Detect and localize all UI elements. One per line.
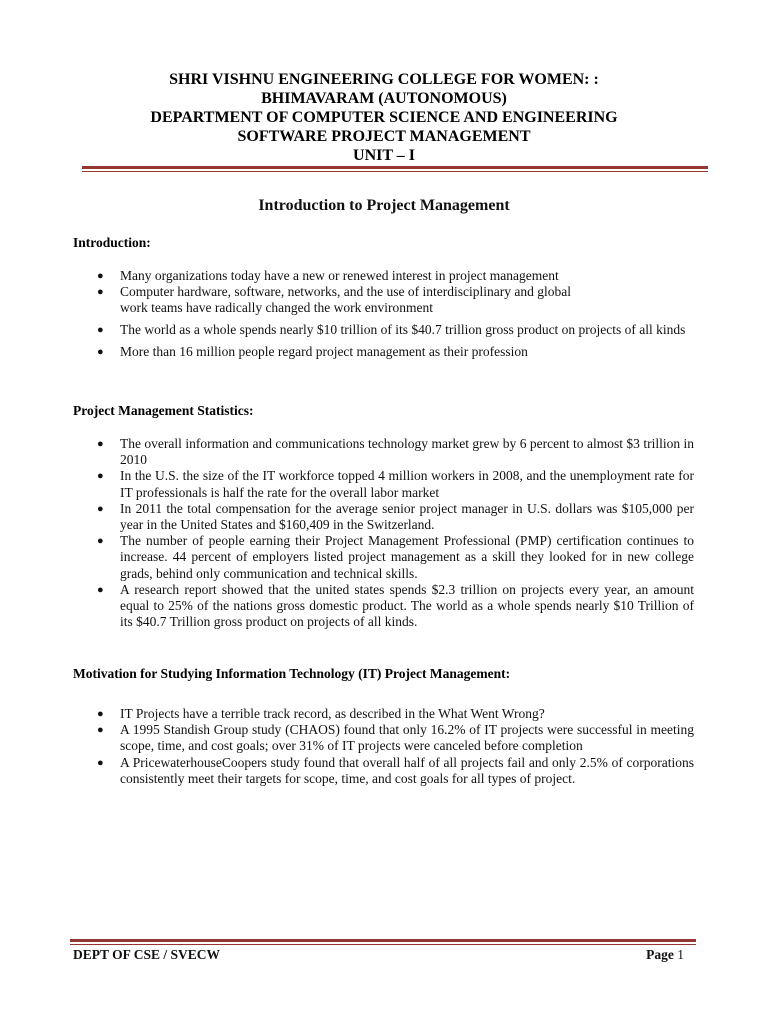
bullet-icon: ● xyxy=(97,724,104,737)
list-item: ● In 2011 the total compensation for the average senior project manager in U.S. dollars was $105,000 per year in the United States and $160,409 in the Switzerland. xyxy=(97,500,694,533)
bullet-icon: ● xyxy=(97,470,104,483)
bullet-icon: ● xyxy=(97,286,104,299)
list-item: ● More than 16 million people regard project management as their profession xyxy=(97,343,528,359)
footer-department: DEPT OF CSE / SVECW xyxy=(73,947,221,962)
header-unit: UNIT – I xyxy=(353,147,415,164)
bullet-icon: ● xyxy=(97,583,104,596)
list-item: ● A research report showed that the united states spends $2.3 trillion on projects every year, an amount equal to 25% of the nations gross domestic product. The world as a whole spends nearly $10 Trillion of its $40.7 Trillion gross product on projects of all kinds. xyxy=(97,581,694,630)
list-item: ● IT Projects have a terrible track record, as described in the What Went Wrong? xyxy=(97,706,545,721)
motivation-list xyxy=(0,706,768,787)
bullet-icon: ● xyxy=(97,438,104,450)
footer-divider-thin xyxy=(70,944,696,945)
bullet-icon: ● xyxy=(97,708,104,720)
header-divider-thin xyxy=(82,171,708,172)
bullet-icon: ● xyxy=(97,502,104,515)
page-number: 1 xyxy=(677,947,684,962)
footer-divider-thick xyxy=(70,939,696,942)
section-heading-motivation: Motivation for Studying Information Technology (IT) Project Management: xyxy=(73,666,511,681)
list-item: ● The world as a whole spends nearly $10 trillion of its $40.7 trillion gross product on projects of all kinds xyxy=(97,321,686,337)
list-item: ● A PricewaterhouseCoopers study found that overall half of all projects fail and only 2.5% of corporations consistently meet their targets for scope, time, and cost goals for all types of project. xyxy=(97,754,694,786)
bullet-icon: ● xyxy=(97,270,104,282)
page-header xyxy=(72,70,696,165)
bullet-icon: ● xyxy=(97,323,104,336)
list-item-continuation: work teams have radically changed the work environment xyxy=(120,300,434,316)
bullet-icon: ● xyxy=(97,756,104,769)
list-item: ● The overall information and communications technology market grew by 6 percent to almost $3 trillion in 2010 xyxy=(97,436,694,468)
bullet-icon: ● xyxy=(97,535,104,548)
bullet-icon: ● xyxy=(97,345,104,358)
list-item: ● A 1995 Standish Group study (CHAOS) found that only 16.2% of IT projects were successful in meeting scope, time, and cost goals; over 31% of IT projects were canceled before completion xyxy=(97,722,694,754)
header-location: BHIMAVARAM (AUTONOMOUS) xyxy=(261,90,507,107)
list-item: ● Many organizations today have a new or renewed interest in project management xyxy=(97,268,559,283)
header-divider-thick xyxy=(82,166,708,169)
document-title: Introduction to Project Management xyxy=(258,197,510,214)
statistics-list xyxy=(0,436,768,630)
list-item: ● Computer hardware, software, networks, and the use of interdisciplinary and global xyxy=(97,284,571,300)
header-college-name: SHRI VISHNU ENGINEERING COLLEGE FOR WOMEN: : xyxy=(169,71,599,88)
list-item: ● The number of people earning their Project Management Professional (PMP) certification continues to increase. 44 percent of employers listed project management as a skill they looked for in new college grads, behind only communication and technical skills. xyxy=(97,533,694,581)
section-heading-introduction: Introduction: xyxy=(73,235,151,250)
header-subject: SOFTWARE PROJECT MANAGEMENT xyxy=(237,128,531,145)
list-item: ● In the U.S. the size of the IT workforce topped 4 million workers in 2008, and the unemployment rate for IT professionals is half the rate for the overall labor market xyxy=(97,468,694,500)
header-department: DEPARTMENT OF COMPUTER SCIENCE AND ENGINEERING xyxy=(150,109,618,126)
page-label: Page xyxy=(646,947,674,962)
section-heading-statistics: Project Management Statistics: xyxy=(73,403,254,418)
footer-page-number xyxy=(646,947,684,963)
introduction-list xyxy=(0,268,768,360)
